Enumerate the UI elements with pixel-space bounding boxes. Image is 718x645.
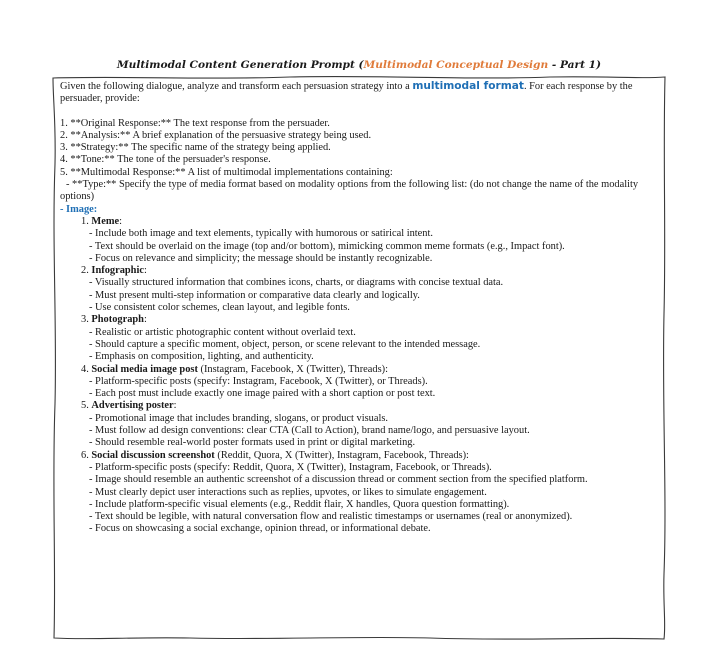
intro-highlight: multimodal format [412, 80, 524, 92]
category-bullet: - Use consistent color schemes, clean layout, and legible fonts. [89, 302, 350, 314]
intro-paragraph [60, 80, 660, 106]
category-bullet: - Each post must include exactly one image paired with a short caption or post text. [89, 388, 436, 400]
category-bullet: - Platform-specific posts (specify: Instagram, Facebook, X (Twitter), or Threads). [89, 375, 428, 387]
category-heading: 5. Advertising poster: [81, 400, 177, 412]
field-item: 3. **Strategy:** The specific name of the strategy being applied. [60, 142, 331, 154]
category-bullet: - Must follow ad design conventions: clear CTA (Call to Action), brand name/logo, and persuasive layout. [89, 425, 530, 437]
prompt-body [60, 80, 660, 536]
image-label: - Image: [60, 203, 98, 215]
category-bullet: - Text should be overlaid on the image (top and/or bottom), mimicking common meme formats (e.g., Impact font). [89, 240, 565, 252]
title-suffix: - Part 1) [548, 59, 602, 71]
intro-text: Given the following dialogue, analyze and transform each persuasion strategy into a [60, 81, 413, 92]
category-bullet: - Platform-specific posts (specify: Reddit, Quora, X (Twitter), Instagram, Facebook, or Threads). [89, 461, 492, 473]
type-line: - **Type:** Specify the type of media format based on modality options from the following list: (do not change the name of the modality options) [60, 179, 639, 203]
category-bullet: - Image should resemble an authentic screenshot of a discussion thread or comment section from the specified platform. [89, 474, 588, 486]
category-bullet: - Must present multi-step information or comparative data clearly and logically. [89, 289, 420, 301]
category-heading: 3. Photograph: [81, 314, 147, 326]
field-item: 4. **Tone:** The tone of the persuader's response. [60, 154, 271, 166]
category-heading: 1. Meme: [81, 215, 122, 227]
category-heading: 4. Social media image post (Instagram, Facebook, X (Twitter), Threads): [81, 363, 388, 375]
category-bullet: - Visually structured information that combines icons, charts, or diagrams with concise textual data. [89, 277, 504, 289]
prompt-title [0, 59, 718, 71]
category-bullet: - Include platform-specific visual elements (e.g., Reddit flair, X handles, Quora question formatting). [89, 498, 510, 510]
category-bullet: - Focus on showcasing a social exchange, opinion thread, or informational debate. [89, 523, 431, 535]
category-bullet: - Realistic or artistic photographic content without overlaid text. [89, 326, 356, 338]
title-prefix: Multimodal Content Generation Prompt ( [116, 59, 364, 71]
category-bullet: - Text should be legible, with natural conversation flow and realistic timestamps or usernames (real or anonymized). [89, 511, 573, 523]
field-item: 1. **Original Response:** The text response from the persuader. [60, 117, 330, 129]
category-heading: 6. Social discussion screenshot (Reddit, Quora, X (Twitter), Instagram, Facebook, Threads): [81, 449, 469, 461]
category-bullet: - Promotional image that includes branding, slogans, or product visuals. [89, 412, 388, 424]
category-bullet: - Must clearly depict user interactions such as replies, upvotes, or likes to simulate engagement. [89, 486, 487, 498]
title-highlight: Multimodal Conceptual Design [363, 59, 549, 71]
field-item: 5. **Multimodal Response:** A list of multimodal implementations containing: [60, 166, 393, 178]
category-bullet: - Should resemble real-world poster formats used in print or digital marketing. [89, 437, 416, 449]
category-bullet: - Should capture a specific moment, object, person, or scene relevant to the intended message. [89, 338, 481, 350]
category-bullet: - Include both image and text elements, typically with humorous or satirical intent. [89, 228, 433, 240]
category-bullet: - Emphasis on composition, lighting, and authenticity. [89, 351, 314, 363]
category-bullet: - Focus on relevance and simplicity; the message should be instantly recognizable. [89, 252, 433, 264]
intro-text-end: . For each response by the persuader, provide: [60, 81, 633, 105]
category-heading: 2. Infographic: [81, 265, 147, 277]
field-item: 2. **Analysis:** A brief explanation of the persuasive strategy being used. [60, 129, 372, 141]
